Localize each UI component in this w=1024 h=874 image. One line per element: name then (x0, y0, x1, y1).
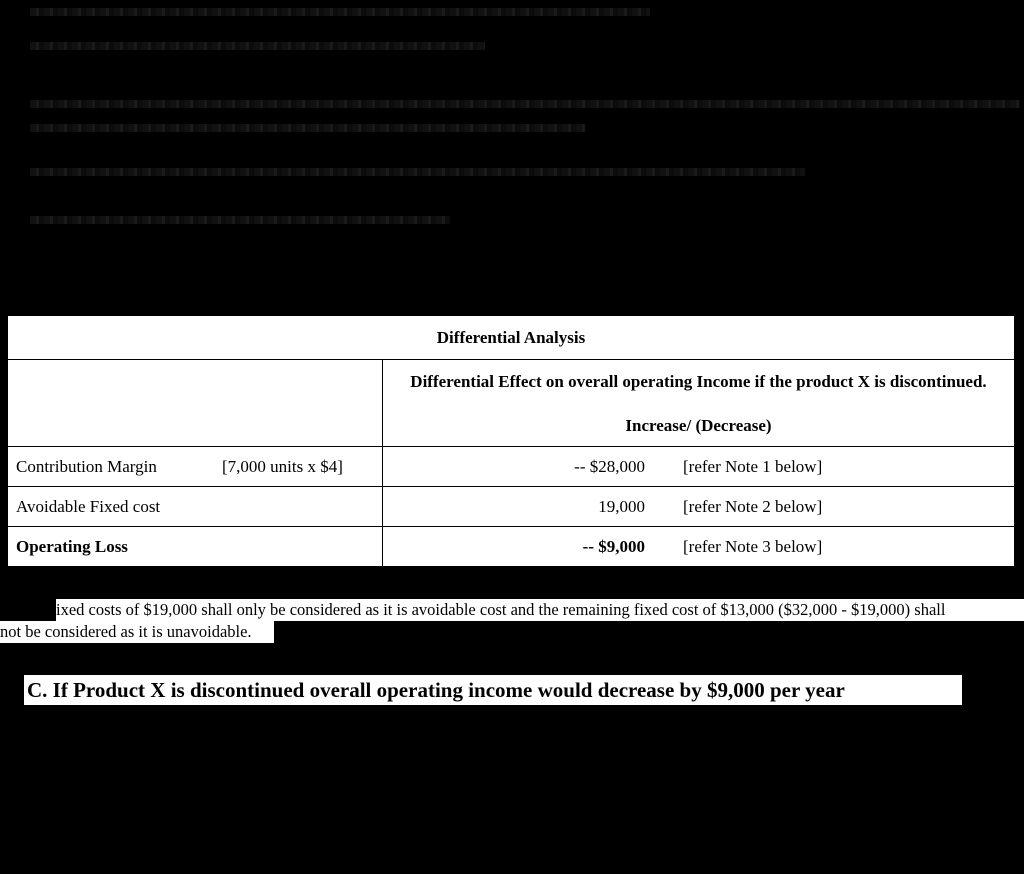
row-amount: 19,000 (598, 496, 645, 516)
table-row (8, 447, 1015, 487)
redacted-line (30, 124, 585, 132)
effect-subheader: Increase/ (Decrease) (625, 416, 772, 435)
redacted-line (30, 168, 805, 176)
table-row (8, 487, 1015, 527)
row-amount: -- $28,000 (574, 456, 645, 476)
row-label: Avoidable Fixed cost (16, 496, 161, 516)
note-text-line2: not be considered as it is unavoidable. (0, 621, 274, 643)
row-label: Operating Loss (16, 536, 128, 556)
row-amount: -- $9,000 (582, 536, 645, 556)
effect-header: Differential Effect on overall operating Income if the product X is discontinued. (410, 372, 987, 391)
empty-header-cell (8, 360, 383, 447)
table-title: Differential Analysis (8, 316, 1015, 360)
differential-analysis-table (7, 315, 1015, 567)
table-row (8, 527, 1015, 567)
row-detail: [7,000 units x $4] (222, 456, 343, 476)
conclusion-text: C. If Product X is discontinued overall operating income would decrease by $9,000 per year (24, 675, 962, 705)
redacted-line (30, 216, 450, 224)
row-note: [refer Note 3 below] (683, 536, 823, 556)
row-note: [refer Note 1 below] (683, 456, 823, 476)
note-text-line1: ixed costs of $19,000 shall only be considered as it is avoidable cost and the remaining fixed cost of $13,000 ($32,000 - $19,000) shall (56, 599, 1024, 621)
redacted-line (30, 100, 1020, 108)
redacted-line (30, 8, 650, 16)
effect-header-cell (383, 360, 1015, 447)
redacted-line (30, 42, 485, 50)
row-label: Contribution Margin (16, 456, 157, 476)
row-note: [refer Note 2 below] (683, 496, 823, 516)
